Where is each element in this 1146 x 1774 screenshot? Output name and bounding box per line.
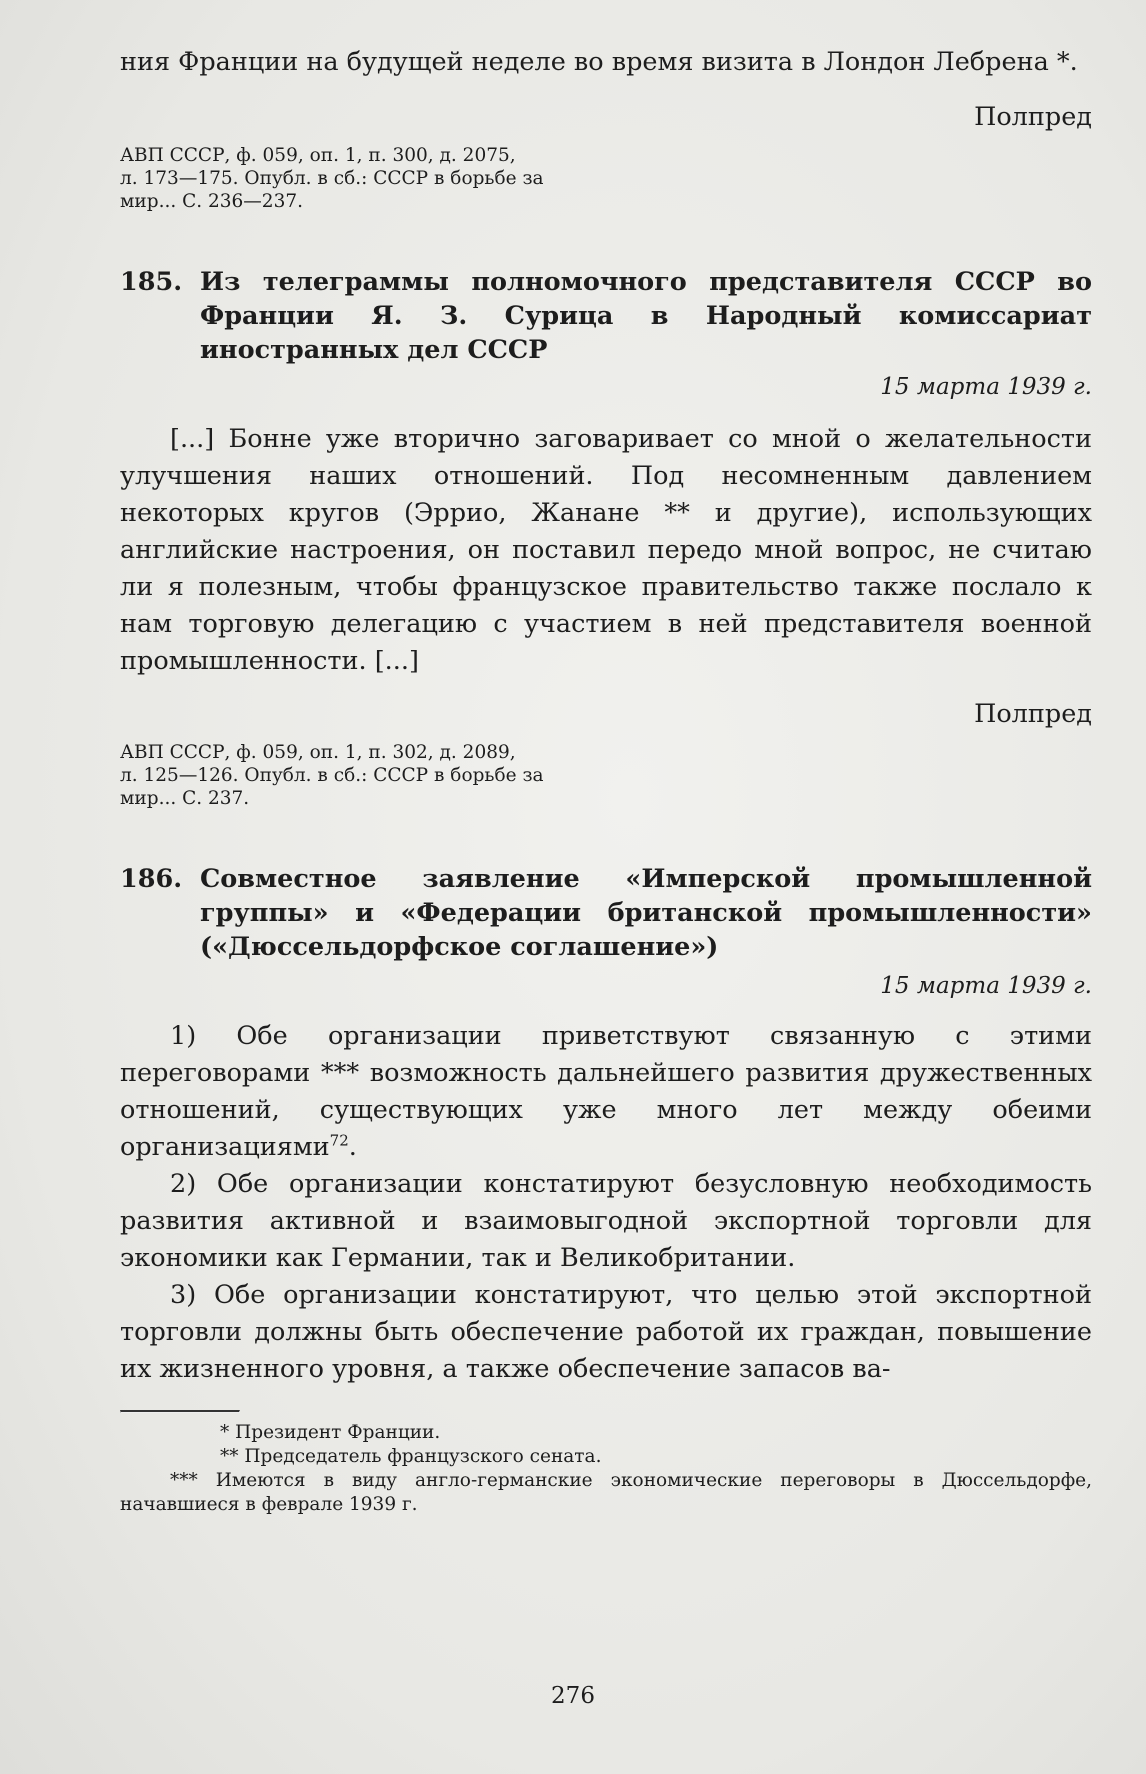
document-date: 15 марта 1939 г. xyxy=(880,973,1092,999)
document-number: 186. xyxy=(120,864,183,894)
document-title: Совместное заявление «Имперской промышленной группы» и «Федерации британской промышленности» («Дюссельдорфское соглашение») xyxy=(200,864,1092,962)
telegram-body: [...] Бонне уже вторично заговаривает со мной о желательности улучшения наших отношений. Под несомненным давлением некоторых кругов (Эррио, Жанане ** и другие), использующих английские настроения, он поставил передо мной вопрос, не считаю ли я полезным, чтобы французское правительство также послало к нам торговую делегацию с участием в ней представителя военной промышленности. [...] xyxy=(120,424,1092,676)
archive-source: АВП СССР, ф. 059, оп. 1, п. 300, д. 2075, л. 173—175. Опубл. в сб.: СССР в борьбе за мир... С. 236—237. xyxy=(120,145,544,212)
item-text: 1) Обе организации приветствуют связанную с этими переговорами *** возможность дальнейшего развития дружественных отношений, существующих уже много лет между обеими организациями xyxy=(120,1021,1092,1162)
continued-paragraph: ния Франции на будущей неделе во время визита в Лондон Лебрена *. xyxy=(120,47,1078,77)
item-end: . xyxy=(348,1132,357,1162)
page-number: 276 xyxy=(551,1683,595,1709)
footnote-1: * Президент Франции. xyxy=(220,1422,441,1443)
document-date: 15 марта 1939 г. xyxy=(880,374,1092,400)
page-content xyxy=(120,44,1092,1517)
document-heading-185 xyxy=(120,265,1092,367)
document-title: Из телеграммы полномочного представителя СССР во Франции Я. З. Сурица в Народный комиссариат иностранных дел СССР xyxy=(200,267,1092,365)
footnote-3: *** Имеются в виду англо-германские экономические переговоры в Дюссельдорфе, начавшиеся в феврале 1939 г. xyxy=(120,1470,1092,1515)
archive-source: АВП СССР, ф. 059, оп. 1, п. 302, д. 2089, л. 125—126. Опубл. в сб.: СССР в борьбе за мир... С. 237. xyxy=(120,742,544,809)
statement-item-2: 2) Обе организации констатируют безусловную необходимость развития активной и взаимовыгодной экспортной торговли для экономики как Германии, так и Великобритании. xyxy=(120,1169,1092,1273)
document-number: 185. xyxy=(120,267,183,297)
statement-item-3: 3) Обе организации констатируют, что целью этой экспортной торговли должны быть обеспечение работой их граждан, повышение их жизненного уровня, а также обеспечение запасов ва- xyxy=(120,1280,1092,1384)
document-heading-186 xyxy=(120,862,1092,964)
statement-item-1 xyxy=(120,1018,1092,1166)
footnote-ref: 72 xyxy=(329,1131,349,1150)
signature-polpred: Полпред xyxy=(974,699,1092,729)
signature-polpred: Полпред xyxy=(974,102,1092,132)
footnote-2: ** Председатель французского сената. xyxy=(220,1446,602,1467)
